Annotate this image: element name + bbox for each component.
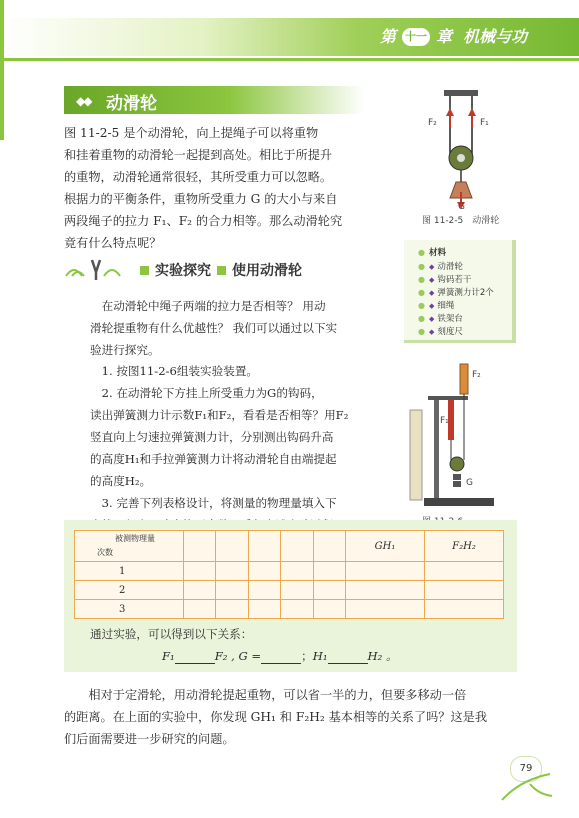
column-gh1: GH₁ xyxy=(346,531,425,562)
material-item: ● ◆ 弹簧测力计2个 xyxy=(418,288,494,298)
explore-line: 验进行探究。 xyxy=(90,343,160,357)
closing-paragraph xyxy=(64,684,524,750)
explore-steps xyxy=(90,360,380,536)
chapter-label xyxy=(380,24,527,47)
material-label: 细绳 xyxy=(437,301,455,311)
materials-heading xyxy=(418,246,446,258)
step-line: 读出弹簧测力计示数F₁和F₂，看看是否相等？用F₂ xyxy=(90,408,349,422)
intro-line: 竟有什么特点呢？ xyxy=(64,236,162,250)
intro-line: 图 11-2-5 是个动滑轮，向上提绳子可以将重物 xyxy=(64,126,319,140)
intro-line: 根据力的平衡条件，重物所受重力 G 的大小与来自 xyxy=(64,192,338,206)
material-item: ● ◆ 刻度尺 xyxy=(418,327,463,337)
intro-line: 的重物，动滑轮通常很轻，其所受重力可以忽略。 xyxy=(64,170,333,184)
leaf-decoration-icon xyxy=(500,770,560,810)
diamond-icon: ◆ xyxy=(428,302,435,310)
header-rule xyxy=(0,58,579,61)
chapter-title: 机械与功 xyxy=(463,27,528,46)
explore-line: 在动滑轮中绳子两端的拉力是否相等？ 用动 xyxy=(101,299,326,313)
conclusion-lead: 通过实验，可以得到以下关系： xyxy=(90,627,253,641)
section-title: 动滑轮 xyxy=(106,94,157,114)
label-g: G xyxy=(458,202,465,212)
table-cell xyxy=(216,531,248,562)
blank xyxy=(328,651,368,664)
explore-heading xyxy=(64,258,364,282)
material-label: 动滑轮 xyxy=(437,262,463,272)
material-item: ● ◆ 细绳 xyxy=(418,301,455,311)
chapter-number-badge: 十一 xyxy=(402,28,430,46)
diamond-icon: ◆ xyxy=(428,315,435,323)
diamond-icon: ◆ xyxy=(428,289,435,297)
page-number: 79 xyxy=(510,756,542,782)
material-label: 钩码若干 xyxy=(437,275,472,285)
intro-line: 两段绳子的拉力 F₁、F₂ 的合力相等。那么动滑轮究 xyxy=(64,214,343,228)
step-line: 1. 按图11-2-6组装实验装置。 xyxy=(101,364,259,378)
chapter-suffix: 章 xyxy=(436,27,453,46)
table-corner-cell xyxy=(75,531,184,562)
formula-f2: F₂ , G = xyxy=(214,649,262,663)
material-label: 弹簧测力计2个 xyxy=(437,288,494,298)
label-f1: F₁ xyxy=(480,118,489,128)
diamond-icon: ◆ xyxy=(428,276,435,284)
table-cell xyxy=(313,531,345,562)
figure-movable-pulley xyxy=(408,88,516,212)
material-label: 刻度尺 xyxy=(437,327,463,337)
column-f2h2: F₂H₂ xyxy=(425,531,504,562)
square-icon xyxy=(217,266,226,275)
explore-title xyxy=(134,260,302,280)
material-item: ● ◆ 动滑轮 xyxy=(418,262,463,272)
section-title-bar xyxy=(64,86,364,114)
apparatus-illustration xyxy=(404,360,514,510)
dot-icon: ● xyxy=(418,248,425,257)
label-f2: F₂ xyxy=(428,118,437,128)
step-line: 2. 在动滑轮下方挂上所受重力为G的钩码， xyxy=(101,386,323,400)
square-icon xyxy=(140,266,149,275)
label-f2: F₂ xyxy=(472,370,481,380)
chapter-header xyxy=(0,0,579,58)
label-g: G xyxy=(466,478,473,488)
closing-line: 的距离。在上面的实验中，你发现 GH₁ 和 F₂H₂ 基本相等的关系了吗？这是我 xyxy=(64,710,488,724)
diamond-icon: ◆◆ xyxy=(76,94,91,108)
table-header-row xyxy=(75,531,504,562)
header-top-label: 被测物理量 xyxy=(115,534,155,543)
row-number: 3 xyxy=(75,600,184,619)
left-margin-rule xyxy=(0,0,4,140)
conclusion-formula xyxy=(162,648,398,664)
intro-line: 和挂着重物的动滑轮一起提到高处。相比于所提升 xyxy=(64,148,333,162)
materials-box xyxy=(404,240,516,343)
chapter-prefix: 第 xyxy=(380,27,397,46)
step-line: 竖直向上匀速拉弹簧测力计，分别测出钩码升高 xyxy=(90,430,334,444)
tuning-fork-icon xyxy=(64,258,124,282)
material-label: 铁架台 xyxy=(437,314,463,324)
step-line: 的高度H₁和手拉弹簧测力计将动滑轮自由端提起 xyxy=(90,452,337,466)
explore-intro xyxy=(90,295,380,361)
blank xyxy=(175,651,215,664)
step-line: 的高度H₂。 xyxy=(90,474,152,488)
table-cell xyxy=(281,531,313,562)
table-row xyxy=(75,600,504,619)
diamond-icon: ◆ xyxy=(428,328,435,336)
header-left-label: 次数 xyxy=(97,548,113,557)
intro-paragraph xyxy=(64,122,364,254)
pulley-illustration xyxy=(408,88,516,212)
row-number: 1 xyxy=(75,562,184,581)
materials-heading-text: 材料 xyxy=(428,248,446,258)
closing-line: 相对于定滑轮，用动滑轮提起重物，可以省一半的力，但要多移动一倍 xyxy=(88,688,467,702)
row-number: 2 xyxy=(75,581,184,600)
blank xyxy=(261,651,301,664)
step-line: 3. 完善下列表格设计，将测量的物理量填入下 xyxy=(101,496,337,510)
table-cell xyxy=(248,531,280,562)
explore-tag: 实验探究 xyxy=(155,263,211,279)
material-item: ● ◆ 铁架台 xyxy=(418,314,463,324)
table-cell xyxy=(184,531,216,562)
label-f1: F₁ xyxy=(440,416,449,426)
explore-subtitle: 使用动滑轮 xyxy=(232,263,302,279)
closing-line: 们后面需要进一步研究的问题。 xyxy=(64,732,235,746)
formula-h2: H₂ 。 xyxy=(367,649,398,663)
figure1-caption: 图 11-2-5 动滑轮 xyxy=(422,216,500,226)
material-item: ● ◆ 钩码若干 xyxy=(418,275,472,285)
formula-f1: F₁ xyxy=(162,649,175,663)
explore-line: 滑轮提重物有什么优越性？ 我们可以通过以下实 xyxy=(90,321,338,335)
table-row xyxy=(75,581,504,600)
formula-h1: H₁ xyxy=(312,649,328,663)
data-table xyxy=(74,530,504,619)
formula-semicolon: ； xyxy=(301,649,313,663)
table-row xyxy=(75,562,504,581)
figure-apparatus xyxy=(404,360,514,510)
diamond-icon: ◆ xyxy=(428,263,435,271)
